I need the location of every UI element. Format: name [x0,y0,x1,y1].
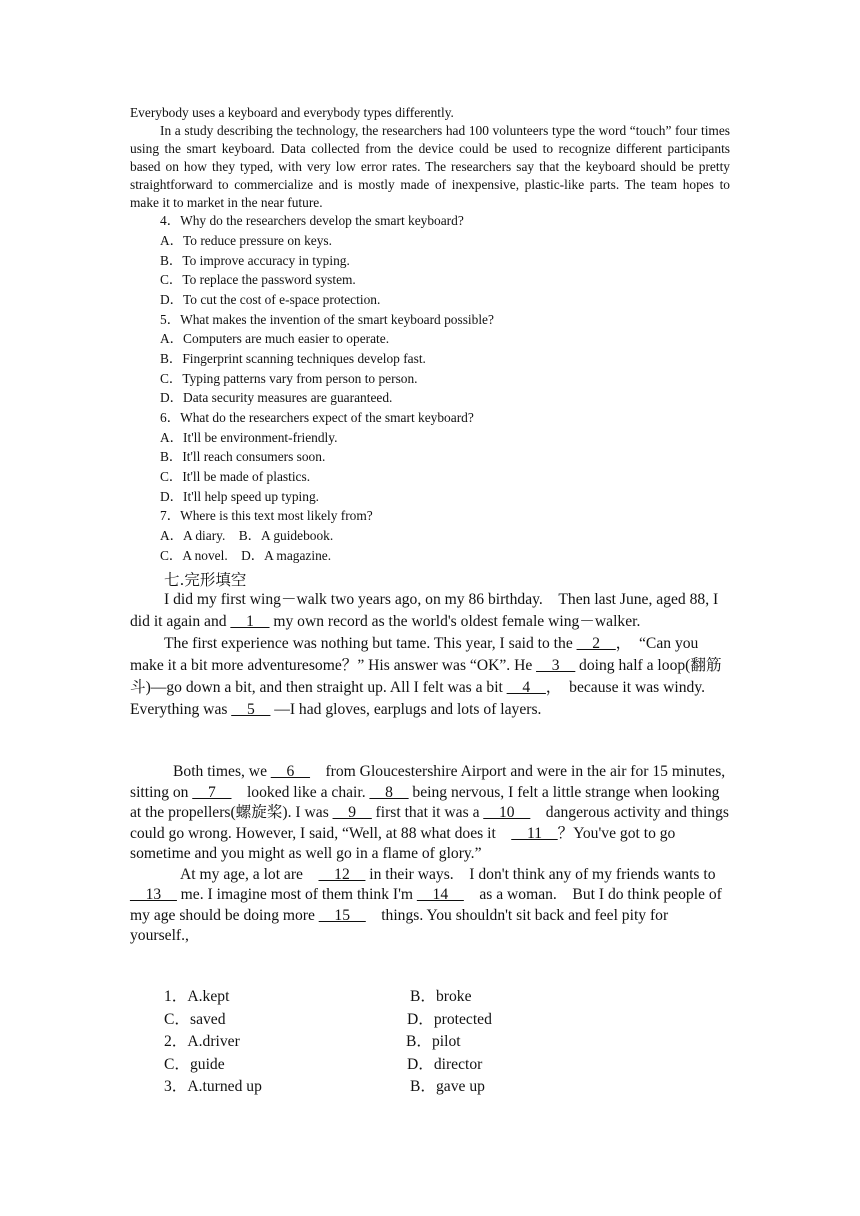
option-4d: D．To cut the cost of e-space protection. [160,292,381,307]
passage-paragraph-2: In a study describing the technology, the researchers had 100 volunteers type the word “touch” four times using the smart keyboard. Data collected from the device could be used to recognize different participants based on how they typed, with very low error rates. The researchers say that the keyboard should be pretty straightforward to commercialize and is mostly made of inexpensive, plastic-like parts. The team hopes to make it to market in the near future. [130,123,730,210]
blank-7: __7__ [192,783,232,801]
reading-passage [130,104,730,212]
option-2c: C．guide [164,1056,225,1073]
blank-8: __8__ [369,783,409,801]
option-4a: A．To reduce pressure on keys. [160,233,332,248]
cloze-paragraph-2: The first experience was nothing but tame. This year, I said to the __2__， “Can you make it a bit more adventuresome？” His answer was “OK”. He __3__ doing half a loop(翻筋斗)—go down a bit, and then straight up. All I felt was a bit __4__， because it was windy. Everything was __5__ —I had gloves, earplugs and lots of layers. [130,635,722,718]
question-6: 6．What do the researchers expect of the smart keyboard? [160,410,474,425]
blank-11: __11__ [511,824,558,842]
option-6c: C．It'll be made of plastics. [160,469,311,484]
option-5a: A．Computers are much easier to operate. [160,331,390,346]
option-7ab: A．A diary. B．A guidebook. [160,528,334,543]
blank-3: __3__ [536,657,576,674]
cloze-passage-part-2 [130,762,730,947]
option-1b: B．broke [410,988,472,1005]
option-2d: D．director [407,1056,483,1073]
option-2b: B．pilot [406,1033,461,1050]
blank-10: __10__ [483,804,531,821]
section-title: 七.完形填空 [164,571,247,589]
cloze-passage-part-1 [130,589,730,721]
option-6a: A．It'll be environment-friendly. [160,430,338,445]
option-6d: D．It'll help speed up typing. [160,489,319,504]
option-1d: D．protected [407,1011,492,1028]
blank-5: __5__ [231,701,271,718]
option-1c: C．saved [164,1011,226,1028]
blank-6: __6__ [270,763,310,780]
option-5c: C．Typing patterns vary from person to person. [160,371,418,386]
cloze-paragraph-4: At my age, a lot are __12__ in their ways. I don't think any of my friends wants to __13__ me. I imagine most of them think I'm __14__ as a woman. But I do think people of my age should be doing more __15__ things. You shouldn't sit back and feel pity for yourself., [130,865,722,944]
cloze-paragraph-3: Both times, we __6__ from Gloucestershire Airport and were in the air for 15 minutes, sitting on __7__ looked like a chair. __8__ being nervous, I felt a little strange when looking at the propellers(螺旋桨). I was __9__ first that it was a __10__ dangerous activity and things could go wrong. However, I said, “Well, at 88 what does it __11__？You've got to go sometime and you might as well go in a flame of glory.” [130,763,729,862]
option-2a: 2．A.driver [164,1033,240,1050]
passage-paragraph-1: Everybody uses a keyboard and everybody types differently. [130,105,454,120]
option-3b: B．gave up [410,1078,485,1095]
question-4: 4．Why do the researchers develop the smart keyboard? [160,213,464,228]
blank-4: __4__ [506,679,546,696]
option-5d: D．Data security measures are guaranteed. [160,390,393,405]
option-4c: C．To replace the password system. [160,272,356,287]
option-5b: B．Fingerprint scanning techniques develop fast. [160,351,426,366]
option-7cd: C．A novel. D．A magazine. [160,548,332,563]
blank-1: __1__ [230,613,270,630]
blank-2: __2__ [576,635,616,652]
cloze-paragraph-1: I did my first wing－walk two years ago, on my 86 birthday. Then last June, aged 88, I did it again and __1__ my own record as the world's oldest female wing－walker. [130,591,719,630]
question-7: 7．Where is this text most likely from? [160,508,373,523]
blank-13: __13__ [130,886,177,903]
blank-14: __14__ [416,886,464,903]
blank-15: __15__ [318,906,366,924]
option-4b: B．To improve accuracy in typing. [160,253,350,268]
blank-9: __9__ [332,804,372,821]
option-1a: 1．A.kept [164,988,230,1005]
option-6b: B．It'll reach consumers soon. [160,449,326,464]
option-3a: 3．A.turned up [164,1078,262,1095]
blank-12: __12__ [318,865,366,883]
question-5: 5．What makes the invention of the smart keyboard possible? [160,312,494,327]
